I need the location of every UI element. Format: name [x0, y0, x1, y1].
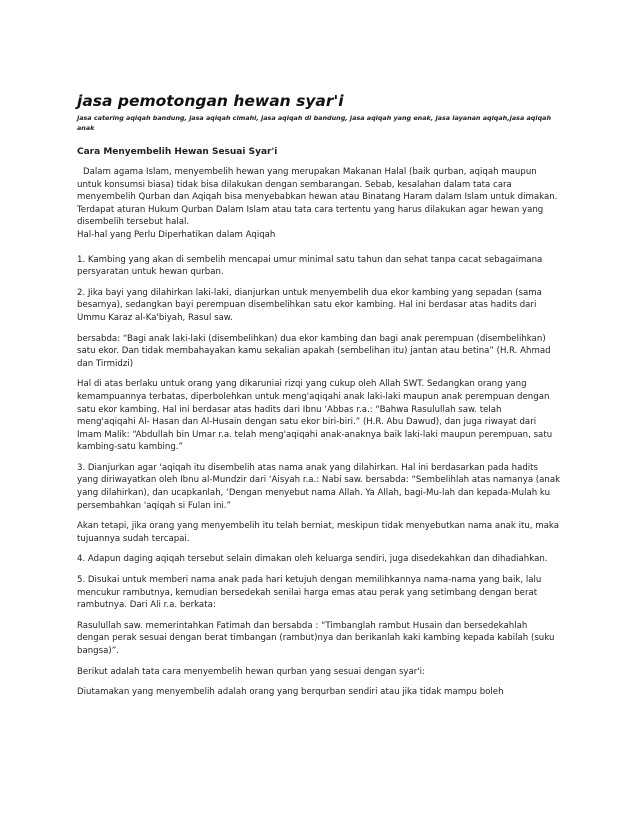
section-heading: Cara Menyembelih Hewan Sesuai Syar'i — [77, 147, 278, 157]
fatimah-hadith-paragraph: Rasulullah saw. memerintahkan Fatimah dan bersabda : “Timbanglah rambut Husain dan bersedekahlah dengan perak sesuai dengan berat timbangan (rambut)nya dan berikanlah kaki kambing kepada kabilah (suku bangsa)”. — [77, 620, 555, 656]
page-title: jasa pemotongan hewan syar'i — [77, 92, 344, 110]
point-2-paragraph: 2. Jika bayi yang dilahirkan laki-laki, dianjurkan untuk menyembelih dua ekor kambing yang sepadan (sama besarnya), sedangkan bayi perempuan disembelihkan satu ekor kambing. Hal ini berdasar atas hadits dari Ummu Karaz al-Ka'biyah, Rasul saw. — [77, 287, 542, 323]
aqiqah-heading: Hal-hal yang Perlu Diperhatikan dalam Aqiqah — [77, 229, 276, 240]
document-content — [77, 92, 561, 707]
procedure-first-paragraph: Diutamakan yang menyembelih adalah orang yang berqurban sendiri atau jika tidak mampu boleh — [77, 687, 504, 698]
point-4-paragraph: 4. Adapun daging aqiqah tersebut selain dimakan oleh keluarga sendiri, juga disedekahkan dan dihadiahkan. — [77, 554, 548, 565]
point-1-paragraph: 1. Kambing yang akan di sembelih mencapai umur minimal satu tahun dan sehat tanpa cacat sebagaimana persyaratan untuk hewan qurban. — [77, 254, 543, 278]
point-5-paragraph: 5. Disukai untuk memberi nama anak pada hari ketujuh dengan memilihkannya nama-nama yang baik, lalu mencukur rambutnya, kemudian bersedekah senilai harga emas atau perak yang setimbang dengan berat rambutnya. Dari Ali r.a. berkata: — [77, 575, 542, 611]
procedure-intro-paragraph: Berikut adalah tata cara menyembelih hewan qurban yang sesuai dengan syar'i: — [77, 666, 425, 677]
limited-means-paragraph: Hal di atas berlaku untuk orang yang dikaruniai rizqi yang cukup oleh Allah SWT. Sedangkan orang yang kemampuannya terbatas, diperbolehkan untuk meng'aqiqahi anak laki-laki maupun anak perempuan dengan satu ekor kambing. Hal ini berdasar atas hadits dari Ibnu ‘Abbas r.a.: “Bahwa Rasulullah saw. telah meng'aqiqahi Al- Hasan dan Al-Husain dengan satu ekor biri-biri.” (H.R. Abu Dawud), dan juga riwayat dari Imam Malik: “Abdullah bin Umar r.a. telah meng'aqiqahi anak-anaknya baik laki-laki maupun perempuan, satu kambing-satu kambing.” — [77, 379, 553, 453]
keyword-tags: jasa catering aqiqah bandung, jasa aqiqah cimahi, jasa aqiqah di bandung, jasa aqiqah yang enak, jasa layanan aqiqah,jasa aqiqah anak — [77, 114, 552, 132]
intro-paragraph: Dalam agama Islam, menyembelih hewan yang merupakan Makanan Halal (baik qurban, aqiqah maupun untuk konsumsi biasa) tidak bisa dilakukan dengan sembarangan. Sebab, kesalahan dalam tata cara menyembelih Qurban dan Aqiqah bisa menyebabkan hewan atau Binatang Haram dalam Islam untuk dimakan. Terdapat aturan Hukum Qurban Dalam Islam atau tata cara tertentu yang harus dilakukan agar hewan yang disembelih tersebut halal. — [77, 167, 558, 228]
intention-paragraph: Akan tetapi, jika orang yang menyembelih itu telah berniat, meskipun tidak menyebutkan nama anak itu, maka tujuannya sudah tercapai. — [77, 521, 560, 544]
hadith-quote-paragraph: bersabda: “Bagi anak laki-laki (disembelihkan) dua ekor kambing dan bagi anak perempuan (disembelihkan) satu ekor. Dan tidak membahayakan kamu sekalian apakah (sembelihan itu) jantan atau betina” (H.R. Ahmad dan Tirmidzi) — [77, 333, 551, 369]
point-3-paragraph: 3. Dianjurkan agar 'aqiqah itu disembelih atas nama anak yang dilahirkan. Hal ini berdasarkan pada hadits yang diriwayatkan oleh Ibnu al-Mundzir dari ‘Aisyah r.a.: Nabi saw. bersabda: “Sembelihlah atas namanya (anak yang dilahirkan), dan ucapkanlah, ‘Dengan menyebut nama Allah. Ya Allah, bagi-Mu-lah dan kepada-Mulah ku persembahkan 'aqiqah si Fulan ini.” — [77, 462, 561, 511]
